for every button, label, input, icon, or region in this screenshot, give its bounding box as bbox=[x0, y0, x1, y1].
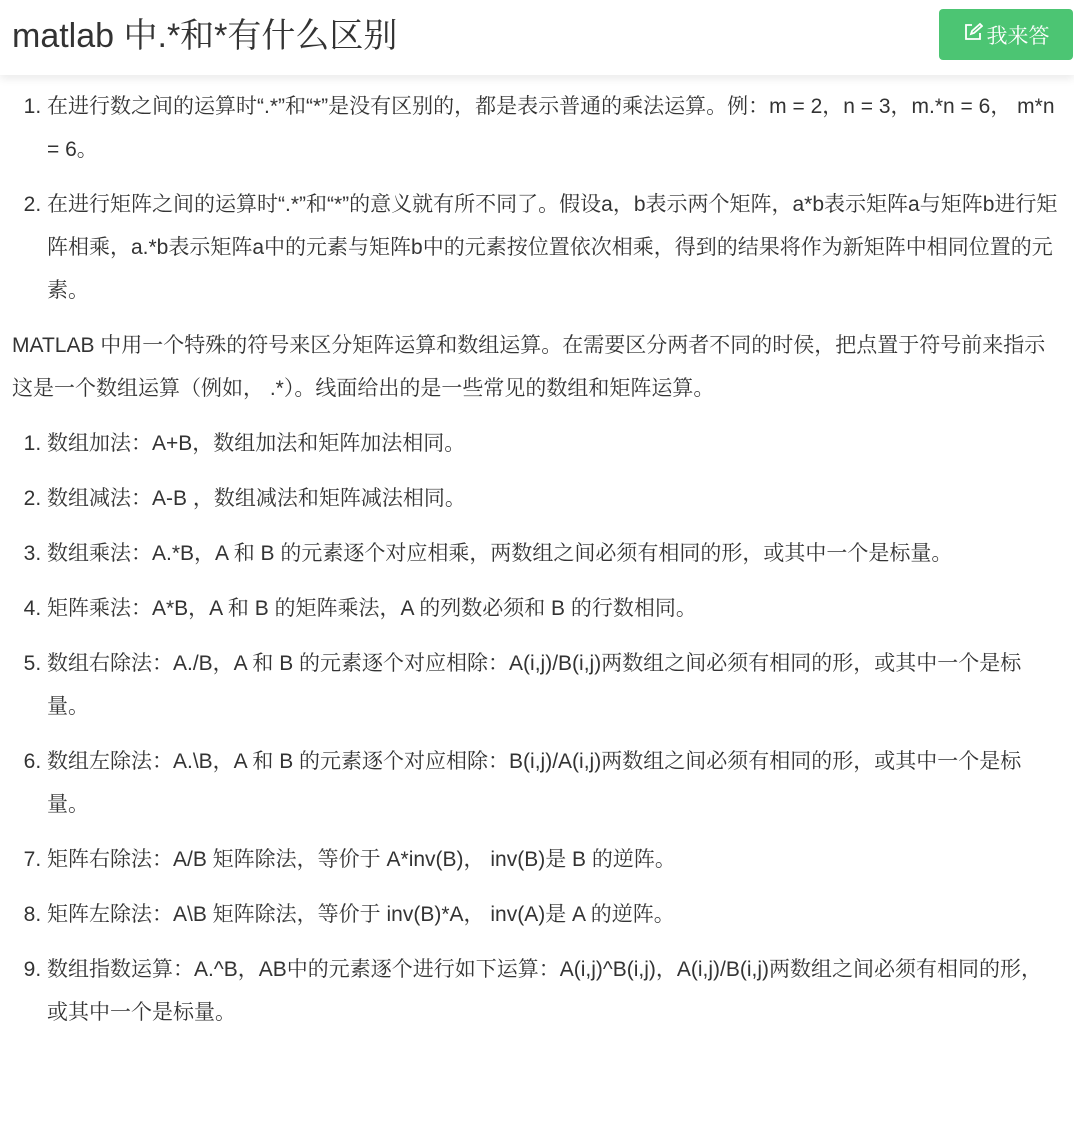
list-item: 1. 数组加法：A+B，数组加法和矩阵加法相同。 bbox=[47, 422, 1062, 465]
page-header bbox=[0, 0, 1074, 75]
answer-button-label: 我来答 bbox=[986, 24, 1050, 48]
list-item: 4. 矩阵乘法：A*B，A 和 B 的矩阵乘法，A 的列数必须和 B 的行数相同。 bbox=[47, 587, 1062, 630]
list-item: 9. 数组指数运算：A.^B，AB中的元素逐个进行如下运算：A(i,j)^B(i,j)，A(i,j)/B(i,j)两数组之间必须有相同的形，或其中一个是标量。 bbox=[47, 948, 1062, 1034]
list-item: 3. 数组乘法：A.*B，A 和 B 的元素逐个对应相乘，两数组之间必须有相同的形，或其中一个是标量。 bbox=[47, 532, 1062, 575]
list-item: 5. 数组右除法：A./B，A 和 B 的元素逐个对应相除：A(i,j)/B(i,j)两数组之间必须有相同的形，或其中一个是标量。 bbox=[47, 642, 1062, 728]
list-item: 8. 矩阵左除法：A\B 矩阵除法，等价于 inv(B)*A， inv(A)是 A 的逆阵。 bbox=[47, 893, 1062, 936]
list-item: 7. 矩阵右除法：A/B 矩阵除法，等价于 A*inv(B)， inv(B)是 B 的逆阵。 bbox=[47, 838, 1062, 881]
list-number-vs-matrix bbox=[12, 85, 1062, 312]
answer-button[interactable] bbox=[939, 9, 1073, 60]
page-title: matlab 中.*和*有什么区别 bbox=[12, 17, 398, 55]
edit-icon bbox=[963, 22, 983, 48]
list-item: 2. 数组减法：A-B ，数组减法和矩阵减法相同。 bbox=[47, 477, 1062, 520]
list-item: 1. 在进行数之间的运算时“.*”和“*”是没有区别的，都是表示普通的乘法运算。例：m = 2，n = 3，m.*n = 6， m*n = 6。 bbox=[47, 85, 1062, 171]
list-item: 6. 数组左除法：A.\B，A 和 B 的元素逐个对应相除：B(i,j)/A(i,j)两数组之间必须有相同的形，或其中一个是标量。 bbox=[47, 740, 1062, 826]
answer-content bbox=[0, 75, 1074, 1034]
intro-paragraph: MATLAB 中用一个特殊的符号来区分矩阵运算和数组运算。在需要区分两者不同的时侯，把点置于符号前来指示这是一个数组运算（例如， .*）。线面给出的是一些常见的数组和矩阵运算。 bbox=[12, 334, 1046, 400]
list-operations bbox=[12, 422, 1062, 1034]
list-item: 2. 在进行矩阵之间的运算时“.*”和“*”的意义就有所不同了。假设a，b表示两个矩阵，a*b表示矩阵a与矩阵b进行矩阵相乘，a.*b表示矩阵a中的元素与矩阵b中的元素按位置依次相乘，得到的结果将作为新矩阵中相同位置的元素。 bbox=[47, 183, 1062, 312]
